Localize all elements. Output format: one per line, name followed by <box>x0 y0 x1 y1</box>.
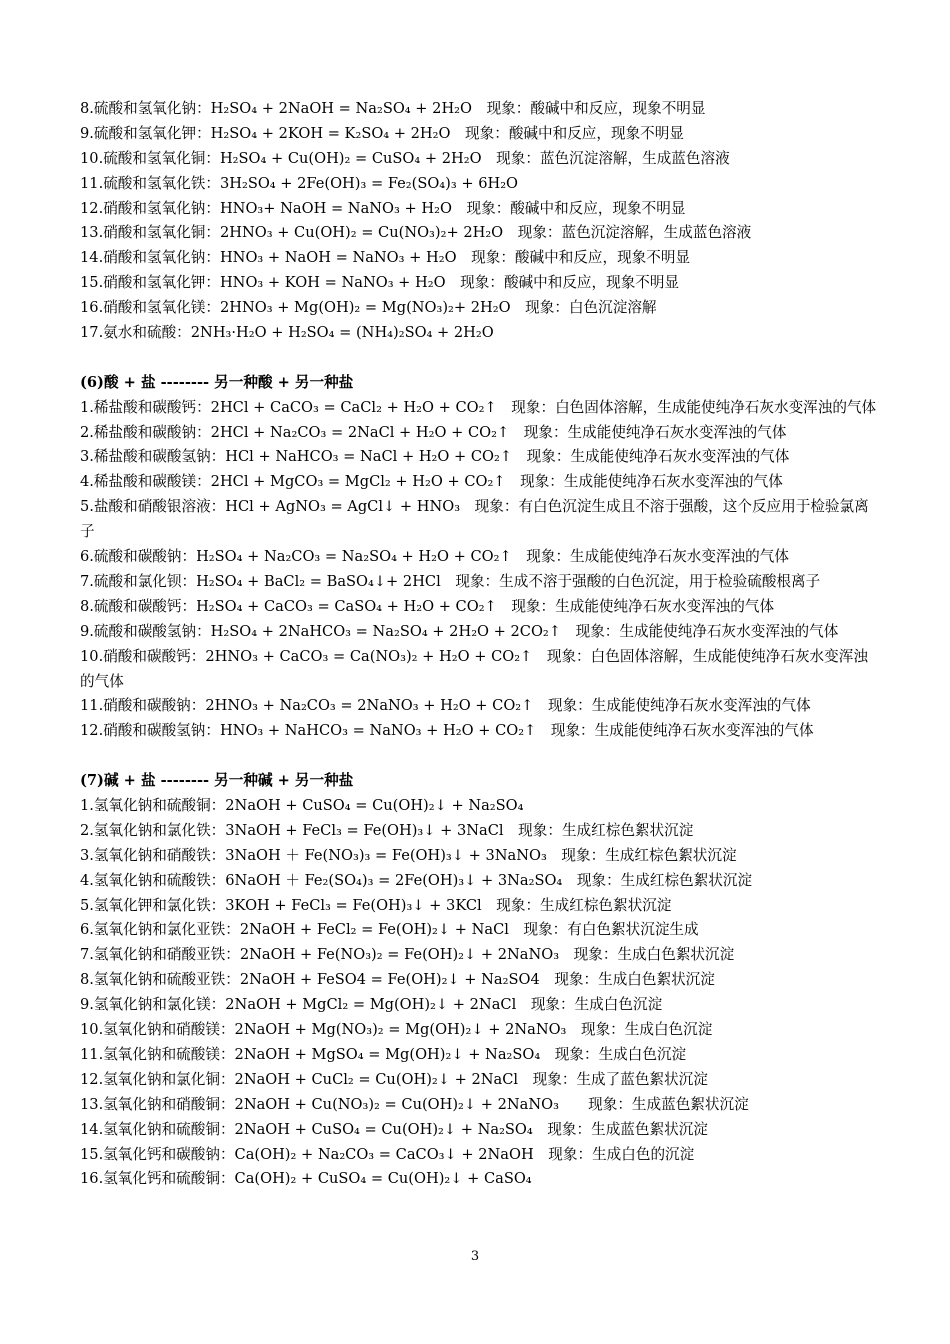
reaction-line: 9.氢氧化钠和氯化镁：2NaOH + MgCl₂ = Mg(OH)₂↓ + 2NaCl 现象：生成白色沉淀 <box>80 996 663 1014</box>
reaction-line: 2.氢氧化钠和氯化铁：3NaOH + FeCl₃ = Fe(OH)₃↓ + 3NaCl 现象：生成红棕色絮状沉淀 <box>80 821 694 839</box>
reaction-line: 16.硝酸和氢氧化镁：2HNO₃ + Mg(OH)₂ = Mg(NO₃)₂+ 2H₂O 现象：白色沉淀溶解 <box>80 299 657 317</box>
reaction-line: 1.氢氧化钠和硫酸铜：2NaOH + CuSO₄ = Cu(OH)₂↓ + Na₂SO₄ <box>80 797 524 815</box>
reaction-line: 1.稀盐酸和碳酸钙：2HCl + CaCO₃ = CaCl₂ + H₂O + CO₂↑ 现象：白色固体溶解，生成能使纯净石灰水变浑浊的气体 <box>80 398 877 416</box>
reaction-line: 17.氨水和硫酸：2NH₃·H₂O + H₂SO₄ = (NH₄)₂SO₄ + 2H₂O <box>80 324 494 342</box>
reaction-line: 9.硫酸和碳酸氢钠：H₂SO₄ + 2NaHCO₃ = Na₂SO₄ + 2H₂O + 2CO₂↑ 现象：生成能使纯净石灰水变浑浊的气体 <box>80 622 839 640</box>
reaction-line: 10.氢氧化钠和硝酸镁：2NaOH + Mg(NO₃)₂ = Mg(OH)₂↓ + 2NaNO₃ 现象：生成白色沉淀 <box>80 1021 713 1039</box>
reaction-line: 6.硫酸和碳酸钠：H₂SO₄ + Na₂CO₃ = Na₂SO₄ + H₂O + CO₂↑ 现象：生成能使纯净石灰水变浑浊的气体 <box>80 548 789 566</box>
reaction-line: 6.氢氧化钠和氯化亚铁：2NaOH + FeCl₂ = Fe(OH)₂↓ + NaCl 现象：有白色絮状沉淀生成 <box>80 921 699 939</box>
section-spacer <box>80 744 880 769</box>
page-number: 3 <box>470 1249 480 1264</box>
reaction-line: 12.硝酸和氢氧化钠：HNO₃+ NaOH = NaNO₃ + H₂O 现象：酸碱中和反应，现象不明显 <box>80 199 686 217</box>
document-page <box>80 97 880 1192</box>
reaction-line: 8.氢氧化钠和硫酸亚铁：2NaOH + FeSO4 = Fe(OH)₂↓ + Na₂SO4 现象：生成白色絮状沉淀 <box>80 971 715 989</box>
reaction-line: 15.氢氧化钙和碳酸钠：Ca(OH)₂ + Na₂CO₃ = CaCO₃↓ + 2NaOH 现象：生成白色的沉淀 <box>80 1145 695 1163</box>
reaction-line: 15.硝酸和氢氧化钾：HNO₃ + KOH = NaNO₃ + H₂O 现象：酸碱中和反应，现象不明显 <box>80 274 680 292</box>
section-base-salt <box>80 769 880 1192</box>
reaction-line: 12.硝酸和碳酸氢钠：HNO₃ + NaHCO₃ = NaNO₃ + H₂O + CO₂↑ 现象：生成能使纯净石灰水变浑浊的气体 <box>80 722 814 740</box>
section-heading: (6)酸 + 盐 -------- 另一种酸 + 另一种盐 <box>80 373 354 391</box>
reaction-line: 12.氢氧化钠和氯化铜：2NaOH + CuCl₂ = Cu(OH)₂↓ + 2NaCl 现象：生成了蓝色絮状沉淀 <box>80 1070 708 1088</box>
reaction-line: 10.硫酸和氢氧化铜：H₂SO₄ + Cu(OH)₂ = CuSO₄ + 2H₂O 现象：蓝色沉淀溶解，生成蓝色溶液 <box>80 149 730 167</box>
reaction-line: 9.硫酸和氢氧化钾：H₂SO₄ + 2KOH = K₂SO₄ + 2H₂O 现象：酸碱中和反应，现象不明显 <box>80 124 684 142</box>
reaction-line: 3.氢氧化钠和硝酸铁：3NaOH ＋ Fe(NO₃)₃ = Fe(OH)₃↓ + 3NaNO₃ 现象：生成红棕色絮状沉淀 <box>80 846 737 864</box>
reaction-line: 2.稀盐酸和碳酸钠：2HCl + Na₂CO₃ = 2NaCl + H₂O + CO₂↑ 现象：生成能使纯净石灰水变浑浊的气体 <box>80 423 787 441</box>
reaction-line: 5.盐酸和硝酸银溶液：HCl + AgNO₃ = AgCl↓ + HNO₃ 现象：有白色沉淀生成且不溶于强酸，这个反应用于检验氯离子 <box>80 498 869 541</box>
reaction-line: 5.氢氧化钾和氯化铁：3KOH + FeCl₃ = Fe(OH)₃↓ + 3KCl 现象：生成红棕色絮状沉淀 <box>80 896 672 914</box>
section-acid-salt <box>80 371 880 744</box>
section-acid-base-list <box>80 97 880 346</box>
reaction-line: 13.氢氧化钠和硝酸铜：2NaOH + Cu(NO₃)₂ = Cu(OH)₂↓ + 2NaNO₃ 现象：生成蓝色絮状沉淀 <box>80 1095 749 1113</box>
reaction-line: 8.硫酸和碳酸钙：H₂SO₄ + CaCO₃ = CaSO₄ + H₂O + CO₂↑ 现象：生成能使纯净石灰水变浑浊的气体 <box>80 597 775 615</box>
reaction-line: 11.氢氧化钠和硫酸镁：2NaOH + MgSO₄ = Mg(OH)₂↓ + Na₂SO₄ 现象：生成白色沉淀 <box>80 1045 687 1063</box>
section-spacer <box>80 346 880 371</box>
reaction-line: 10.硝酸和碳酸钙：2HNO₃ + CaCO₃ = Ca(NO₃)₂ + H₂O + CO₂↑ 现象：白色固体溶解，生成能使纯净石灰水变浑浊的气体 <box>80 647 868 690</box>
reaction-line: 7.氢氧化钠和硝酸亚铁：2NaOH + Fe(NO₃)₂ = Fe(OH)₂↓ + 2NaNO₃ 现象：生成白色絮状沉淀 <box>80 946 735 964</box>
reaction-line: 11.硫酸和氢氧化铁：3H₂SO₄ + 2Fe(OH)₃ = Fe₂(SO₄)₃ + 6H₂O <box>80 174 519 192</box>
reaction-line: 8.硫酸和氢氧化钠：H₂SO₄ + 2NaOH = Na₂SO₄ + 2H₂O 现象：酸碱中和反应，现象不明显 <box>80 100 706 117</box>
reaction-line: 16.氢氧化钙和硫酸铜：Ca(OH)₂ + CuSO₄ = Cu(OH)₂↓ + CaSO₄ <box>80 1170 532 1188</box>
reaction-line: 3.稀盐酸和碳酸氢钠：HCl + NaHCO₃ = NaCl + H₂O + CO₂↑ 现象：生成能使纯净石灰水变浑浊的气体 <box>80 448 790 466</box>
reaction-line: 4.氢氧化钠和硫酸铁：6NaOH ＋ Fe₂(SO₄)₃ = 2Fe(OH)₃↓ + 3Na₂SO₄ 现象：生成红棕色絮状沉淀 <box>80 871 753 889</box>
section-heading: (7)碱 + 盐 -------- 另一种碱 + 另一种盐 <box>80 772 354 790</box>
reaction-line: 14.硝酸和氢氧化钠：HNO₃ + NaOH = NaNO₃ + H₂O 现象：酸碱中和反应，现象不明显 <box>80 249 691 267</box>
reaction-line: 11.硝酸和碳酸钠：2HNO₃ + Na₂CO₃ = 2NaNO₃ + H₂O + CO₂↑ 现象：生成能使纯净石灰水变浑浊的气体 <box>80 697 811 715</box>
reaction-line: 13.硝酸和氢氧化铜：2HNO₃ + Cu(OH)₂ = Cu(NO₃)₂+ 2H₂O 现象：蓝色沉淀溶解，生成蓝色溶液 <box>80 224 752 242</box>
reaction-line: 7.硫酸和氯化钡：H₂SO₄ + BaCl₂ = BaSO₄↓+ 2HCl 现象：生成不溶于强酸的白色沉淀，用于检验硫酸根离子 <box>80 572 821 590</box>
reaction-line: 4.稀盐酸和碳酸镁：2HCl + MgCO₃ = MgCl₂ + H₂O + CO₂↑ 现象：生成能使纯净石灰水变浑浊的气体 <box>80 473 783 491</box>
reaction-line: 14.氢氧化钠和硫酸铜：2NaOH + CuSO₄ = Cu(OH)₂↓ + Na₂SO₄ 现象：生成蓝色絮状沉淀 <box>80 1120 708 1138</box>
